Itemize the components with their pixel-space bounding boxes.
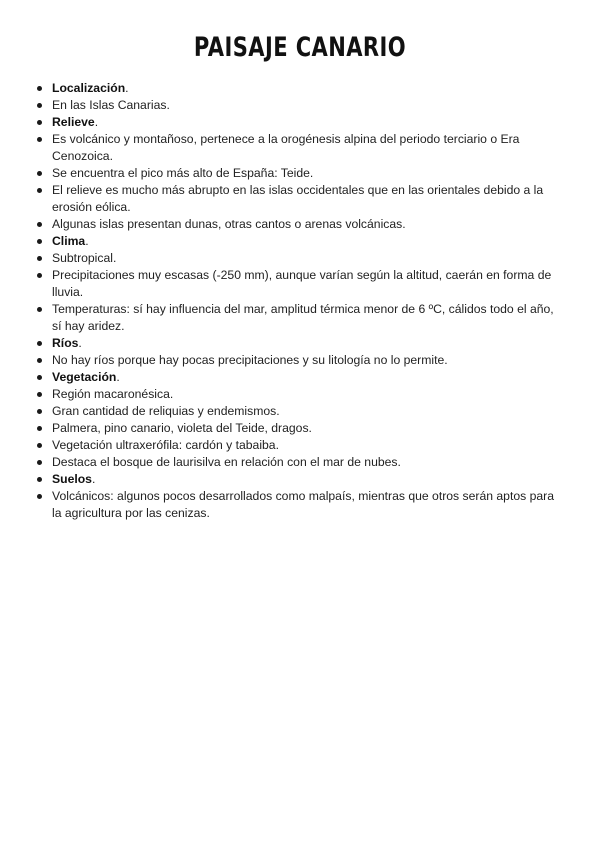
list-item: [36, 131, 556, 165]
item-text: Región macaronésica.: [52, 387, 174, 401]
heading-period: .: [91, 472, 96, 486]
bullet-icon: [37, 137, 42, 142]
list-item: [36, 352, 556, 369]
heading-period: .: [78, 336, 82, 350]
list-item: [36, 165, 556, 182]
section-heading-item: [36, 335, 556, 352]
bullet-icon: [37, 375, 42, 380]
bullet-icon: [37, 222, 42, 227]
section-heading-item: [36, 369, 556, 386]
bullet-icon: [37, 477, 42, 482]
bullet-icon: [37, 239, 42, 244]
section-heading-item: [36, 233, 556, 250]
section-heading: Localización: [52, 81, 126, 95]
heading-period: .: [94, 115, 99, 129]
bullet-icon: [37, 426, 42, 431]
bullet-icon: [37, 120, 42, 125]
bullet-icon: [37, 273, 42, 278]
section-heading: Clima: [52, 234, 86, 248]
section-heading: Vegetación: [52, 370, 117, 384]
item-text: Temperaturas: sí hay influencia del mar, amplitud térmica menor de 6 ºC, cálidos todo el año, sí hay aridez.: [52, 302, 554, 333]
bullet-icon: [37, 103, 42, 108]
list-item: [36, 250, 556, 267]
list-item: [36, 386, 556, 403]
item-text: Se encuentra el pico más alto de España: Teide.: [52, 166, 314, 180]
item-text: Gran cantidad de reliquias y endemismos.: [52, 404, 280, 418]
list-item: [36, 301, 556, 335]
bullet-icon: [37, 443, 42, 448]
list-item: [36, 488, 556, 522]
list-item: [36, 454, 556, 471]
bullet-icon: [37, 86, 42, 91]
item-text: En las Islas Canarias.: [52, 98, 170, 112]
heading-period: .: [85, 234, 89, 248]
list-item: [36, 267, 556, 301]
bullet-icon: [37, 392, 42, 397]
list-item: [36, 437, 556, 454]
bullet-icon: [37, 171, 42, 176]
section-heading-item: [36, 114, 556, 131]
bullet-icon: [37, 188, 42, 193]
item-text: Destaca el bosque de laurisilva en relación con el mar de nubes.: [52, 455, 401, 469]
bullet-icon: [37, 358, 42, 363]
item-text: Subtropical.: [52, 251, 117, 265]
bullet-icon: [37, 341, 42, 346]
list-item: [36, 403, 556, 420]
heading-period: .: [125, 81, 129, 95]
list-item: [36, 182, 556, 216]
page-title: PAISAJE CANARIO: [193, 32, 407, 63]
list-item: [36, 420, 556, 437]
section-heading: Suelos: [52, 472, 92, 486]
heading-period: .: [116, 370, 120, 384]
bullet-icon: [37, 307, 42, 312]
item-text: Vegetación ultraxerófila: cardón y tabaiba.: [52, 438, 279, 452]
section-heading: Relieve: [52, 115, 95, 129]
item-text: Precipitaciones muy escasas (-250 mm), aunque varían según la altitud, caerán en forma de lluvia.: [52, 268, 552, 299]
item-text: Volcánicos: algunos pocos desarrollados como malpaís, mientras que otros serán aptos para la agricultura por las cenizas.: [52, 489, 554, 520]
bullet-list: [36, 80, 556, 522]
item-text: Algunas islas presentan dunas, otras cantos o arenas volcánicas.: [52, 217, 406, 231]
section-heading-item: [36, 80, 556, 97]
item-text: Es volcánico y montañoso, pertenece a la orogénesis alpina del periodo terciario o Era Cenozoica.: [52, 132, 520, 163]
section-heading-item: [36, 471, 556, 488]
bullet-icon: [37, 256, 42, 261]
list-item: [36, 216, 556, 233]
item-text: Palmera, pino canario, violeta del Teide, dragos.: [52, 421, 312, 435]
bullet-icon: [37, 409, 42, 414]
item-text: No hay ríos porque hay pocas precipitaciones y su litología no lo permite.: [52, 353, 448, 367]
bullet-icon: [37, 460, 42, 465]
list-item: [36, 97, 556, 114]
item-text: El relieve es mucho más abrupto en las islas occidentales que en las orientales debido a la erosión eólica.: [52, 183, 544, 214]
bullet-icon: [37, 494, 42, 499]
section-heading: Ríos: [52, 336, 79, 350]
